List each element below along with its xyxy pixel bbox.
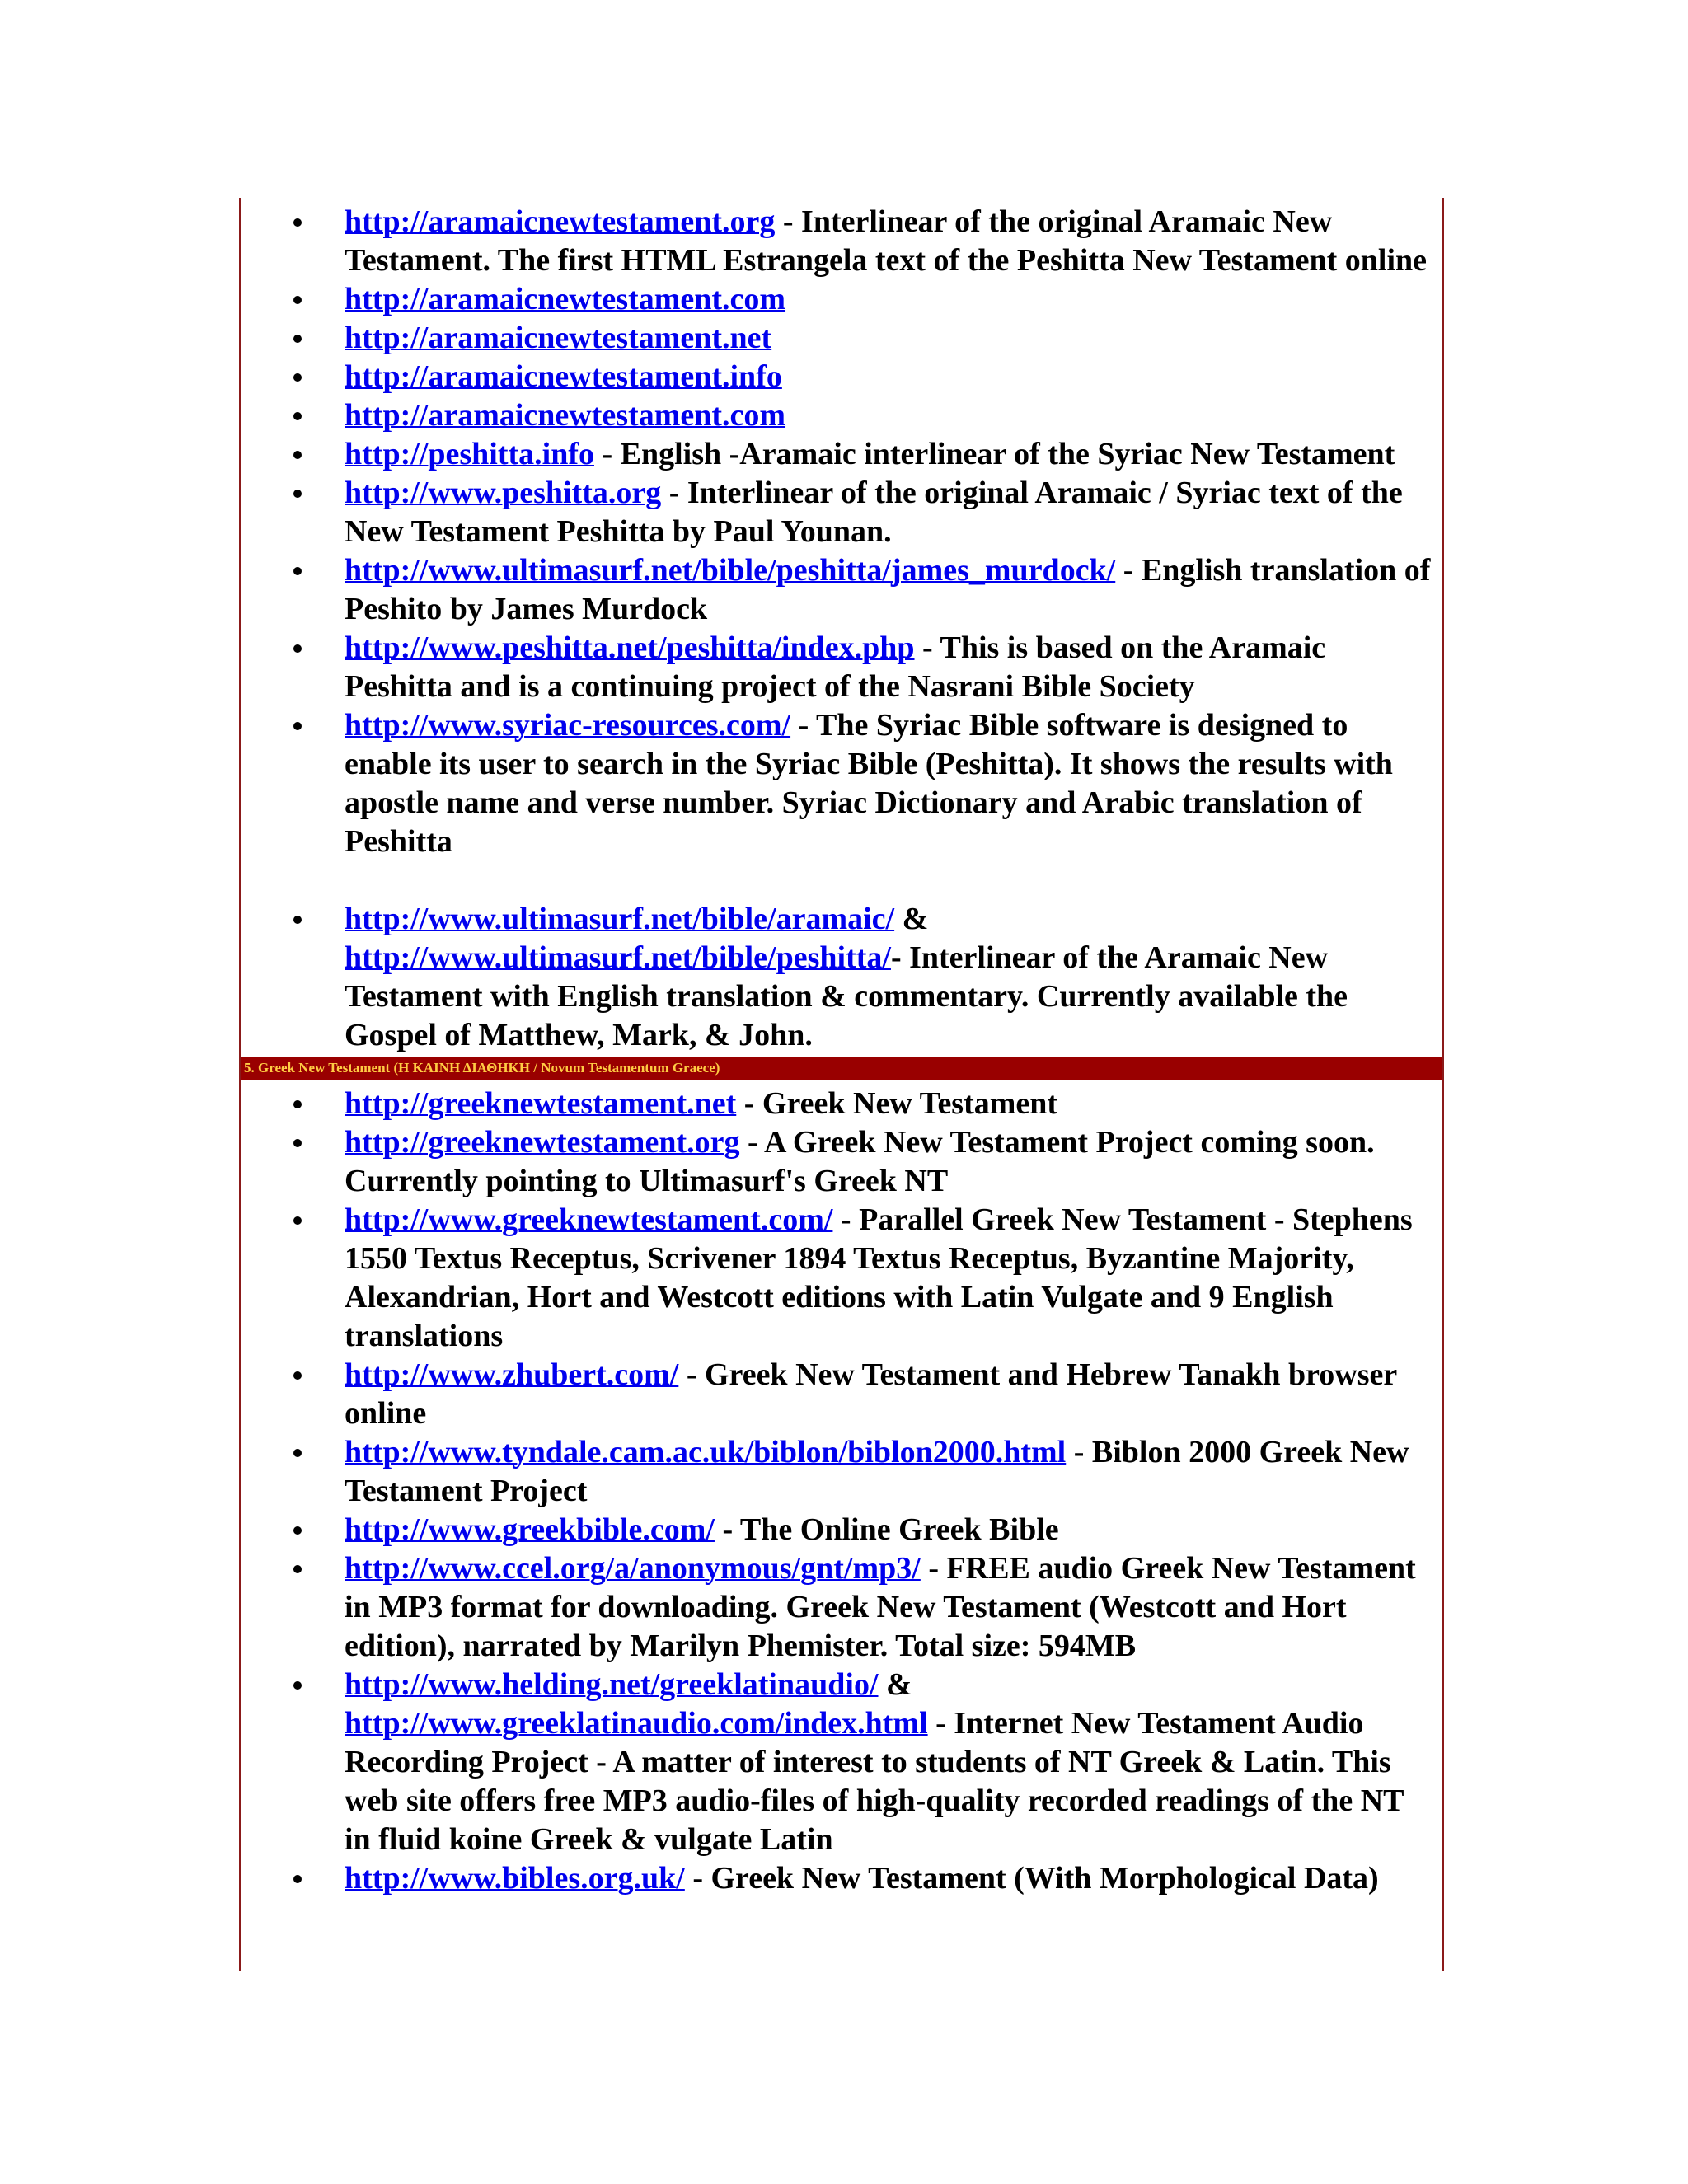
bullet-icon [293,335,302,343]
list-item [241,1123,1442,1201]
spacer [241,861,1442,900]
bullet-icon [293,1565,302,1573]
bullet-icon [293,1526,302,1535]
list-item [241,1859,1442,1898]
link-description: - The Online Greek Bible [714,1512,1059,1547]
bullet-icon [293,1371,302,1380]
link-description: - Internet New Testament Audio Recording Project - A matter of interest to students of NT Greek & Latin. This web site offers free MP3 audio-files of high-quality recorded readings of the NT in fluid koine Greek & vulgate Latin [345,1706,1404,1857]
bullet-icon [293,722,302,730]
list-item [241,1201,1442,1356]
bullet-icon [293,296,302,304]
link-description: - FREE audio Greek New Testament in MP3 format for downloading. Greek New Testament (Westcott and Hort edition), narrated by Marilyn Phemister. Total size: 594MB [345,1551,1416,1663]
link[interactable]: http://peshitta.info [345,437,594,471]
link[interactable]: http://aramaicnewtestament.net [345,321,772,355]
link[interactable]: http://www.ultimasurf.net/bible/peshitta/james_murdock/ [345,553,1116,588]
list-item [241,435,1442,474]
bullet-icon [293,1681,302,1690]
link-description: - Interlinear of the original Aramaic / Syriac text of the New Testament Peshitta by Paul Younan. [345,476,1403,549]
link[interactable]: http://www.greeknewtestament.com/ [345,1202,833,1237]
list-item [241,1433,1442,1511]
list-item [241,551,1442,629]
link[interactable]: http://aramaicnewtestament.info [345,359,782,394]
list-item [241,358,1442,396]
link-description: - Parallel Greek New Testament - Stephens 1550 Textus Receptus, Scrivener 1894 Textus Receptus, Byzantine Majority, Alexandrian, Hort and Westcott editions with Latin Vulgate and 9 English translations [345,1202,1413,1353]
link[interactable]: http://www.helding.net/greeklatinaudio/ [345,1667,879,1702]
list-item [241,396,1442,435]
link[interactable]: http://aramaicnewtestament.com [345,282,786,316]
link[interactable]: http://www.greeklatinaudio.com/index.html [345,1706,928,1741]
bullet-icon [293,1216,302,1225]
list-item [241,900,1442,1055]
link[interactable]: http://www.peshitta.org [345,476,662,510]
bullet-icon [293,451,302,459]
link-description: - Greek New Testament (With Morphological Data) [684,1861,1379,1896]
list-item [241,203,1442,280]
link[interactable]: http://greeknewtestament.org [345,1125,740,1160]
bullet-icon [293,1875,302,1883]
link[interactable]: http://aramaicnewtestament.org [345,204,776,239]
list-item [241,629,1442,706]
link[interactable]: http://www.peshitta.net/peshitta/index.php [345,630,915,665]
link[interactable]: http://www.zhubert.com/ [345,1357,679,1392]
link-description: - Biblon 2000 Greek New Testament Project [345,1435,1409,1508]
link-description: - Interlinear of the original Aramaic New Testament. The first HTML Estrangela text of the Peshitta New Testament online [345,204,1428,278]
link-description: - A Greek New Testament Project coming soon. Currently pointing to Ultimasurf's Greek NT [345,1125,1375,1198]
link-description: - English -Aramaic interlinear of the Syriac New Testament [593,437,1395,471]
list-item [241,1666,1442,1859]
link[interactable]: http://www.tyndale.cam.ac.uk/biblon/biblon2000.html [345,1435,1067,1469]
list-item [241,706,1442,861]
aramaic-link-list [241,198,1442,861]
bullet-icon [293,373,302,382]
link[interactable]: http://www.ultimasurf.net/bible/aramaic/ [345,902,895,936]
bullet-icon [293,1139,302,1147]
link-joiner: & [894,902,929,936]
bullet-icon [293,916,302,924]
aramaic-link-list-extra [241,900,1442,1055]
bullet-icon [293,218,302,227]
link-description: - This is based on the Aramaic Peshitta and is a continuing project of the Nasrani Bible Society [345,630,1326,704]
link[interactable]: http://www.ultimasurf.net/bible/peshitta/ [345,940,891,975]
list-item [241,1549,1442,1666]
link[interactable]: http://www.bibles.org.uk/ [345,1861,685,1896]
link[interactable]: http://greeknewtestament.net [345,1086,737,1121]
link-joiner: & [878,1667,912,1702]
list-item [241,1511,1442,1549]
list-item [241,280,1442,319]
link[interactable]: http://www.greekbible.com/ [345,1512,715,1547]
link[interactable]: http://www.ccel.org/a/anonymous/gnt/mp3/ [345,1551,921,1586]
bullet-icon [293,567,302,575]
link-description: - Greek New Testament [736,1086,1058,1121]
link[interactable]: http://aramaicnewtestament.com [345,398,786,433]
link-description: - Greek New Testament and Hebrew Tanakh browser online [345,1357,1397,1431]
bullet-icon [293,1100,302,1108]
bullet-icon [293,412,302,420]
list-item [241,319,1442,358]
list-item [241,474,1442,551]
link-description: - Interlinear of the Aramaic New Testament with English translation & commentary. Currently available the Gospel of Matthew, Mark, & John. [345,940,1348,1052]
bullet-icon [293,490,302,498]
list-item [241,1356,1442,1433]
bullet-icon [293,1449,302,1457]
page-content [239,198,1444,1971]
link[interactable]: http://www.syriac-resources.com/ [345,708,791,743]
greek-link-list [241,1085,1442,1898]
list-item [241,1085,1442,1123]
link-description: - English translation of Peshito by James Murdock [345,553,1431,626]
section-header: 5. Greek New Testament (Η ΚΑΙΝΗ ΔΙΑΘΗΚΗ / Novum Testamentum Graece) [241,1057,1442,1080]
link-description: - The Syriac Bible software is designed to enable its user to search in the Syriac Bible (Peshitta). It shows the results with apostle name and verse number. Syriac Dictionary and Arabic translation of Peshitta [345,708,1393,859]
bullet-icon [293,644,302,653]
